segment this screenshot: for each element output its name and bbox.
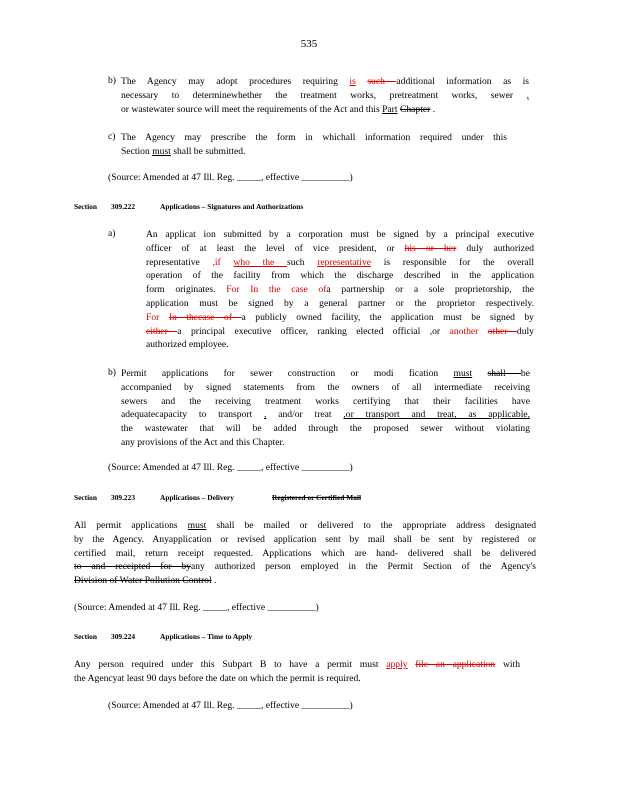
text-run: , xyxy=(526,89,529,101)
text-run: adequatecapacity to transport xyxy=(121,409,265,421)
text-run: to and receipted for by xyxy=(74,561,191,573)
text-run: certified mail, return receipt requested. Applications which are hand- delivered shall be delivered xyxy=(74,547,536,559)
paragraph-309-223 xyxy=(74,519,536,588)
text-run: Section xyxy=(121,145,153,157)
text-run: application must be signed by a general partner or the proprietor respectively. xyxy=(146,297,534,309)
text-run: or wastewater source will meet the requirements of the Act and this xyxy=(121,103,383,115)
text-run: a publicly owned facility, the application must be signed by xyxy=(241,311,534,323)
text-run: any provisions of the Act and this Chapter. xyxy=(121,436,285,448)
section-word: Section xyxy=(74,493,97,502)
text-run: shall be mailed or delivered to the appropriate address designated xyxy=(206,520,536,531)
text-run: , xyxy=(264,409,267,421)
text-run: with xyxy=(495,659,520,670)
text-run: Any person required under this Subpart B to have a permit must xyxy=(74,659,387,670)
paragraph-b-procedures xyxy=(121,75,529,116)
text-run: the Agencyat least 90 days before the date on which the permit is required. xyxy=(74,672,361,684)
text-run: must xyxy=(152,145,171,157)
text-run: For xyxy=(146,311,169,323)
text-line xyxy=(121,436,530,450)
text-run: ,if xyxy=(212,256,234,268)
text-line xyxy=(146,325,534,339)
text-run: the wastewater that will be added through the proposed sewer without violating xyxy=(121,423,530,435)
section-word: Section xyxy=(74,202,97,211)
paragraph-c-form xyxy=(121,131,507,159)
text-run xyxy=(472,368,487,379)
text-line xyxy=(74,574,536,588)
text-line xyxy=(146,269,534,283)
text-run: For In the case of xyxy=(226,284,327,296)
text-run: must xyxy=(453,368,473,379)
text-run: . xyxy=(211,575,217,587)
page-number: 535 xyxy=(300,38,318,50)
text-run: is xyxy=(349,76,356,87)
text-run: All permit applications xyxy=(74,520,188,531)
text-run: The Agency may adopt procedures requiring xyxy=(121,76,350,87)
text-run: apply xyxy=(386,659,408,670)
text-line xyxy=(121,367,530,381)
text-line xyxy=(146,228,534,242)
text-run: duly xyxy=(516,325,534,337)
text-run: authorized employee. xyxy=(146,339,229,351)
text-run: either xyxy=(146,325,178,337)
source-note-4: (Source: Amended at 47 Ill. Reg. _____, effective __________) xyxy=(108,700,353,711)
text-run: accompanied by signed statements from the owners of all intermediate receiving xyxy=(121,381,530,393)
text-run: Part xyxy=(382,103,398,115)
text-run: any authorized person employed in the Permit Section of the Agency's xyxy=(190,561,536,573)
text-line xyxy=(121,103,529,117)
text-run: sewers and the receiving treatment works certifying that their facilities have xyxy=(121,395,530,407)
text-line xyxy=(146,242,534,256)
text-line xyxy=(146,256,534,270)
text-line xyxy=(121,422,530,436)
text-run: shall xyxy=(487,368,521,379)
text-run: other xyxy=(487,325,517,337)
text-line xyxy=(121,75,529,89)
text-line xyxy=(74,533,536,547)
text-line xyxy=(74,672,520,686)
text-line xyxy=(146,311,534,325)
text-line xyxy=(74,519,536,533)
text-line xyxy=(121,408,530,422)
text-line xyxy=(121,395,530,409)
text-run: a partnership or a sole proprietorship, the xyxy=(326,284,534,296)
text-run: by the Agency. Anyapplication or revised application sent by mail shall be sent by registered or xyxy=(74,533,536,545)
text-run: An applicat ion submitted by a corporation must be signed by a principal executive xyxy=(146,229,534,240)
item-label-a: a) xyxy=(108,228,116,239)
text-run xyxy=(356,76,368,87)
text-line xyxy=(146,283,534,297)
section-title: Applications – Time to Apply xyxy=(160,632,253,641)
text-run: and/or treat xyxy=(266,409,344,421)
text-run: such xyxy=(286,256,318,268)
text-run: The Agency may prescribe the form in whichall information required under this xyxy=(121,132,507,143)
struck-title: Registered or Certified Mail xyxy=(272,493,362,502)
text-run: ,or transport and treat, as applicable, xyxy=(343,409,531,421)
text-run xyxy=(478,326,487,337)
text-line xyxy=(121,89,529,103)
text-line xyxy=(74,658,520,672)
text-line xyxy=(146,297,534,311)
text-run: his or her xyxy=(404,242,457,254)
text-run: operation of the facility from which the discharge described in the application xyxy=(146,270,534,282)
text-run: additional information as is xyxy=(396,76,530,87)
text-run: representative xyxy=(317,256,372,268)
paragraph-309-224 xyxy=(74,658,520,686)
text-run: who the xyxy=(233,256,287,268)
paragraph-b-permit-applications xyxy=(121,367,530,450)
text-run: be xyxy=(520,368,530,379)
section-number: 309.223 xyxy=(111,493,136,502)
text-line xyxy=(121,381,530,395)
text-run: is responsible for the overall xyxy=(371,256,534,268)
text-line xyxy=(74,547,536,561)
text-run: officer of at least the level of vice president, or xyxy=(146,242,405,254)
text-run: duly authorized xyxy=(456,242,535,254)
text-run: a principal executive officer, ranking elected official ,or xyxy=(177,325,450,337)
text-run: necessary to determinewhether the treatment works, pretreatment works, sewer xyxy=(121,89,527,101)
text-run: In thecase of xyxy=(168,311,242,323)
text-run: representative xyxy=(146,256,213,268)
text-run: Chapter xyxy=(399,103,431,115)
text-run: Division of Water Pollution Control xyxy=(74,575,212,587)
text-line xyxy=(146,338,534,352)
section-number: 309.224 xyxy=(111,632,136,641)
text-line xyxy=(121,131,507,145)
item-label-c: c) xyxy=(108,131,116,142)
text-run: shall be submitted. xyxy=(170,145,246,157)
section-title: Applications – Signatures and Authorizations xyxy=(160,202,304,211)
section-title: Applications – Delivery xyxy=(160,493,234,502)
source-note: (Source: Amended at 47 Ill. Reg. _____, effective __________) xyxy=(108,172,353,183)
item-label-b2: b) xyxy=(108,367,116,378)
text-run: such xyxy=(367,76,397,87)
source-note-2: (Source: Amended at 47 Ill. Reg. _____, effective __________) xyxy=(108,462,353,473)
paragraph-a-signatures xyxy=(146,228,534,352)
text-run: . xyxy=(430,103,436,115)
text-run: form originates. xyxy=(146,284,227,296)
text-run: Permit applications for sewer construction or modi fication xyxy=(121,368,454,379)
text-run: another xyxy=(449,325,479,337)
text-run: file an application xyxy=(415,659,496,670)
text-run: must xyxy=(187,520,207,531)
text-line xyxy=(74,560,536,574)
source-note-3: (Source: Amended at 47 Ill. Reg. _____, effective __________) xyxy=(74,602,319,613)
text-line xyxy=(121,145,507,159)
section-number: 309.222 xyxy=(111,202,136,211)
item-label-b: b) xyxy=(108,75,116,86)
section-word: Section xyxy=(74,632,97,641)
